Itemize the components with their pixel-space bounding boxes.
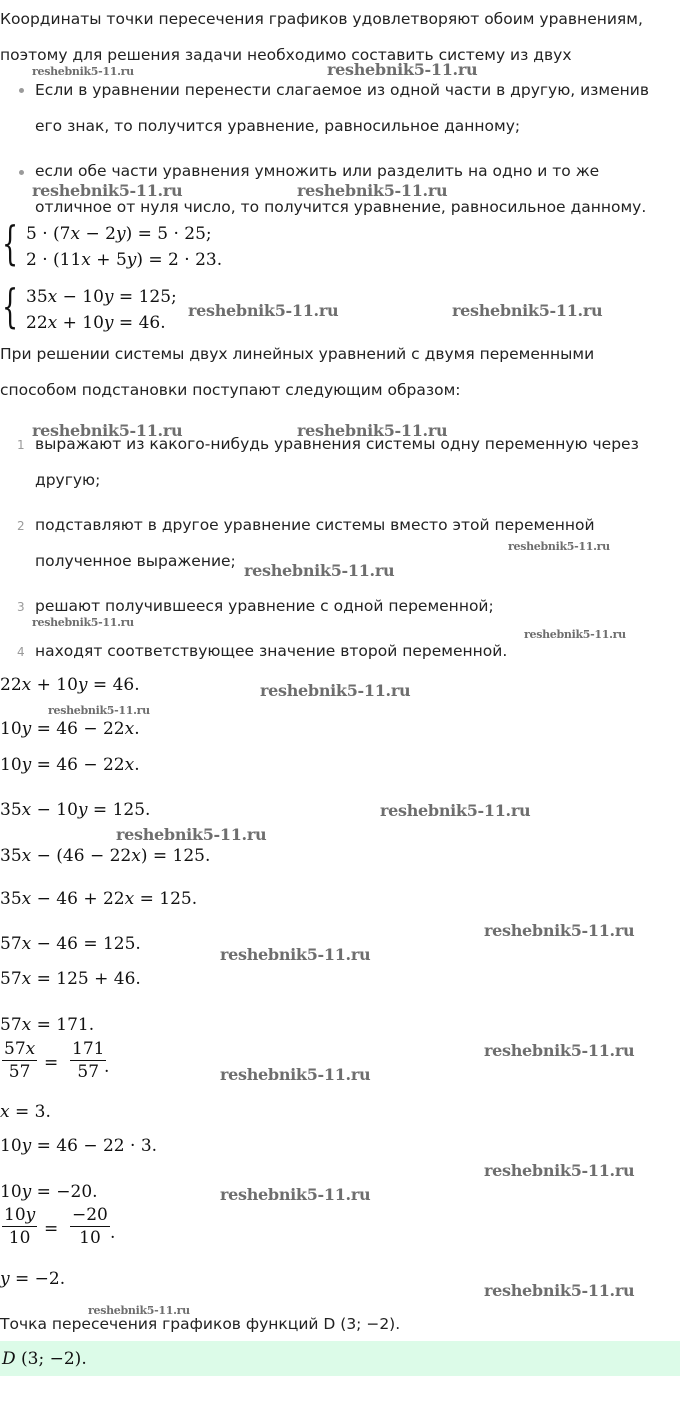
solution-line: 10y = −20. — [0, 1182, 98, 1202]
watermark: reshebnik5-11.ru — [484, 1041, 635, 1060]
answer: D (3; −2). — [2, 1349, 87, 1369]
watermark: reshebnik5-11.ru — [220, 1185, 371, 1204]
conclusion: Точка пересечения графиков функций D (3; −2). — [0, 1315, 401, 1333]
system-brace: { — [2, 279, 19, 333]
solution-line: 57x = 171. — [0, 1015, 95, 1035]
fraction-denominator: 10 — [79, 1228, 101, 1248]
step-1-line-1: выражают из какого-нибудь уравнения системы одну переменную через — [35, 435, 639, 453]
watermark: reshebnik5-11.ru — [524, 628, 626, 641]
intro-line-2: поэтому для решения задачи необходимо составить систему из двух — [0, 46, 572, 64]
fraction — [70, 1039, 106, 1082]
step-3-line-1: решают получившееся уравнение с одной переменной; — [35, 597, 494, 615]
rule-1-line-2: его знак, то получится уравнение, равносильное данному; — [35, 117, 521, 135]
solution-line: 35x − 46 + 22x = 125. — [0, 889, 198, 909]
watermark: reshebnik5-11.ru — [220, 945, 371, 964]
fraction-denominator: 57 — [8, 1062, 31, 1082]
watermark: reshebnik5-11.ru — [48, 704, 150, 717]
rule-2-line-2: отличное от нуля число, то получится уравнение, равносильное данному. — [35, 198, 647, 216]
rule-2-line-1: если обе части уравнения умножить или разделить на одно и то же — [35, 162, 600, 180]
fraction-numerator: 10y — [4, 1205, 36, 1225]
step-2-line-2: полученное выражение; — [35, 552, 236, 570]
solution-line: 22x + 10y = 46. — [0, 675, 140, 695]
period: . — [110, 1223, 116, 1243]
fraction-numerator: 57x — [4, 1039, 36, 1059]
y-value: y = −2. — [0, 1269, 66, 1289]
fraction-numerator: −20 — [72, 1205, 108, 1225]
watermark: reshebnik5-11.ru — [380, 801, 531, 820]
watermark: reshebnik5-11.ru — [244, 561, 395, 580]
method-line-2: способом подстановки поступают следующим образом: — [0, 381, 461, 399]
step-4-line-1: находят соответствующее значение второй переменной. — [35, 642, 508, 660]
watermark: reshebnik5-11.ru — [116, 825, 267, 844]
period: . — [104, 1057, 110, 1077]
system-brace: { — [2, 216, 19, 270]
solution-line: 10y = 46 − 22 · 3. — [0, 1136, 158, 1156]
watermark: reshebnik5-11.ru — [297, 421, 448, 440]
fraction-denominator: 57 — [77, 1062, 100, 1082]
watermark: reshebnik5-11.ru — [32, 616, 134, 629]
watermark: reshebnik5-11.ru — [452, 301, 603, 320]
step-number: 2 — [17, 519, 25, 533]
system-2-eq-1: 35x − 10y = 125; — [26, 287, 177, 307]
equals-sign: = — [44, 1053, 59, 1073]
answer-box — [0, 1341, 680, 1376]
watermark: reshebnik5-11.ru — [220, 1065, 371, 1084]
watermark: reshebnik5-11.ru — [32, 65, 134, 78]
step-2-line-1: подставляют в другое уравнение системы вместо этой переменной — [35, 516, 595, 534]
solution-line: 10y = 46 − 22x. — [0, 719, 140, 739]
bullet-icon — [19, 88, 24, 93]
system-1-eq-1: 5 · (7x − 2y) = 5 · 25; — [26, 224, 212, 244]
bullet-icon — [19, 170, 24, 175]
watermark: reshebnik5-11.ru — [484, 1281, 635, 1300]
fraction — [70, 1205, 110, 1248]
equals-sign: = — [44, 1219, 59, 1239]
rule-1-line-1: Если в уравнении перенести слагаемое из одной части в другую, изменив — [35, 81, 649, 99]
watermark: reshebnik5-11.ru — [260, 681, 411, 700]
method-line-1: При решении системы двух линейных уравнений с двумя переменными — [0, 345, 595, 363]
fraction — [2, 1205, 37, 1248]
step-number: 3 — [17, 600, 25, 614]
solution-line: 35x − (46 − 22x) = 125. — [0, 846, 211, 866]
fraction — [2, 1039, 37, 1082]
watermark: reshebnik5-11.ru — [508, 540, 610, 553]
watermark: reshebnik5-11.ru — [32, 421, 183, 440]
step-1-line-2: другую; — [35, 471, 101, 489]
solution-line: 35x − 10y = 125. — [0, 800, 151, 820]
watermark: reshebnik5-11.ru — [327, 60, 478, 79]
watermark: reshebnik5-11.ru — [297, 181, 448, 200]
solution-line: 10y = 46 − 22x. — [0, 755, 140, 775]
step-number: 1 — [17, 438, 25, 452]
intro-line-1: Координаты точки пересечения графиков удовлетворяют обоим уравнениям, — [0, 10, 643, 28]
x-value: x = 3. — [0, 1102, 51, 1122]
step-number: 4 — [17, 645, 25, 659]
watermark: reshebnik5-11.ru — [188, 301, 339, 320]
system-2-eq-2: 22x + 10y = 46. — [26, 313, 166, 333]
fraction-numerator: 171 — [72, 1039, 105, 1059]
solution-line: 57x − 46 = 125. — [0, 934, 141, 954]
watermark: reshebnik5-11.ru — [484, 921, 635, 940]
watermark: reshebnik5-11.ru — [32, 181, 183, 200]
watermark: reshebnik5-11.ru — [88, 1304, 190, 1317]
solution-line: 57x = 125 + 46. — [0, 969, 141, 989]
system-1-eq-2: 2 · (11x + 5y) = 2 · 23. — [26, 250, 223, 270]
watermark: reshebnik5-11.ru — [484, 1161, 635, 1180]
fraction-denominator: 10 — [8, 1228, 31, 1248]
